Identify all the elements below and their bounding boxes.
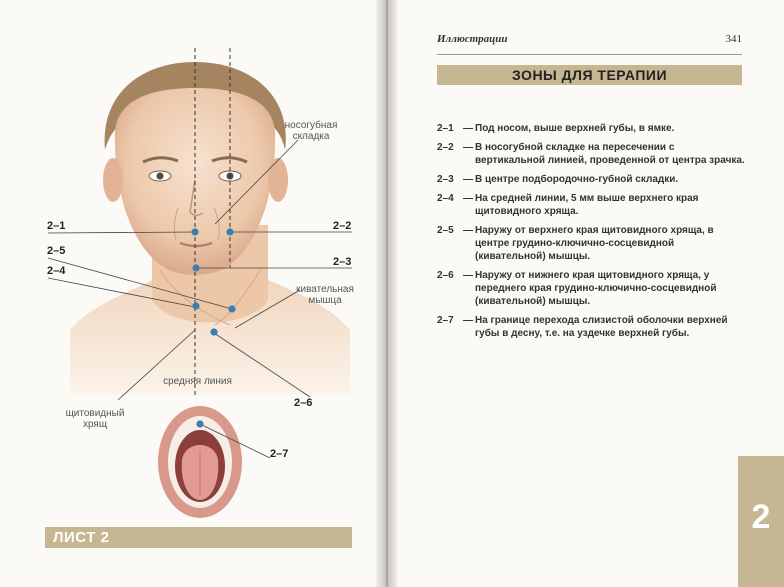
left-ear [103, 158, 123, 202]
code-2-4: 2–4 [47, 265, 66, 277]
right-page [398, 0, 784, 587]
point-2-6 [210, 328, 217, 335]
therapy-zone-list [437, 122, 747, 346]
sheet-label-bar [45, 527, 352, 548]
right-ear [268, 158, 288, 202]
running-header: Иллюстрации [437, 33, 508, 45]
item-text: Под носом, выше верхней губы, в ямке. [475, 123, 675, 134]
left-page [0, 0, 384, 587]
point-2-3 [192, 264, 199, 271]
list-item: 2–4 — На средней линии, 5 мм выше верхнего края щитовидного хряща. [437, 192, 747, 218]
page-number: 341 [725, 33, 742, 45]
code-2-2: 2–2 [333, 220, 352, 232]
point-2-2 [226, 228, 233, 235]
item-text: На средней линии, 5 мм выше верхнего края щитовидного хряща. [475, 193, 699, 217]
left-pupil [157, 173, 164, 180]
item-number: 2–2 [437, 142, 454, 153]
list-item: 2–6 — Наружу от нижнего края щитовидного хряща, у переднего края грудино-ключично-сосцевидной (кивательной) мышцы. [437, 269, 747, 308]
point-2-5 [228, 305, 235, 312]
item-number: 2–4 [437, 193, 454, 204]
point-2-1 [191, 228, 198, 235]
code-2-6: 2–6 [294, 397, 313, 409]
list-item: 2–3 — В центре подбородочно-губной складки. [437, 173, 747, 186]
list-item: 2–5 — Наружу от верхнего края щитовидного хряща, в центре грудино-ключично-сосцевидной (кивательной) мышцы. [437, 224, 747, 263]
item-number: 2–5 [437, 225, 454, 236]
point-2-4 [192, 302, 199, 309]
item-text: Наружу от верхнего края щитовидного хряща, в центре грудино-ключично-сосцевидной (кивательной) мышцы. [475, 225, 714, 262]
item-text: В центре подбородочно-губной складки. [475, 174, 679, 185]
item-number: 2–6 [437, 270, 454, 281]
point-2-7 [196, 420, 203, 427]
code-2-3: 2–3 [333, 256, 352, 268]
page-title: ЗОНЫ ДЛЯ ТЕРАПИИ [511, 67, 668, 83]
list-item: 2–7 — На границе перехода слизистой оболочки верхней губы в десну, т.е. на уздечке верхней губы. [437, 314, 747, 340]
list-item: 2–2 — В носогубной складке на пересечении с вертикальной линией, проведенной от центра зрачка. [437, 141, 747, 167]
code-2-1: 2–1 [47, 220, 66, 232]
label-nodding-muscle: кивательная мышца [296, 284, 354, 306]
item-text: В носогубной складке на пересечении с вертикальной линией, проведенной от центра зрачка. [475, 142, 745, 166]
item-number: 2–7 [437, 315, 454, 326]
item-number: 2–3 [437, 174, 454, 185]
book-gutter [376, 0, 398, 587]
code-2-5: 2–5 [47, 245, 66, 257]
title-bar [437, 65, 742, 85]
sheet-label: ЛИСТ 2 [53, 529, 110, 546]
header-rule [437, 54, 742, 55]
item-text: Наружу от нижнего края щитовидного хряща, у переднего края грудино-ключично-сосцевидной (кивательной) мышцы. [475, 270, 717, 307]
item-text: На границе перехода слизистой оболочки верхней губы в десну, т.е. на уздечке верхней губы. [475, 315, 728, 339]
label-nasolabial-fold: носогубная складка [284, 120, 338, 142]
code-2-7: 2–7 [270, 448, 289, 460]
chapter-tab [738, 456, 784, 587]
item-number: 2–1 [437, 123, 454, 134]
list-item: 2–1 — Под носом, выше верхней губы, в ямке. [437, 122, 747, 135]
chapter-tab-number: 2 [751, 498, 771, 536]
label-midline: средняя линия [163, 376, 232, 387]
label-thyroid-cartilage: щитовидный хрящ [65, 408, 125, 430]
